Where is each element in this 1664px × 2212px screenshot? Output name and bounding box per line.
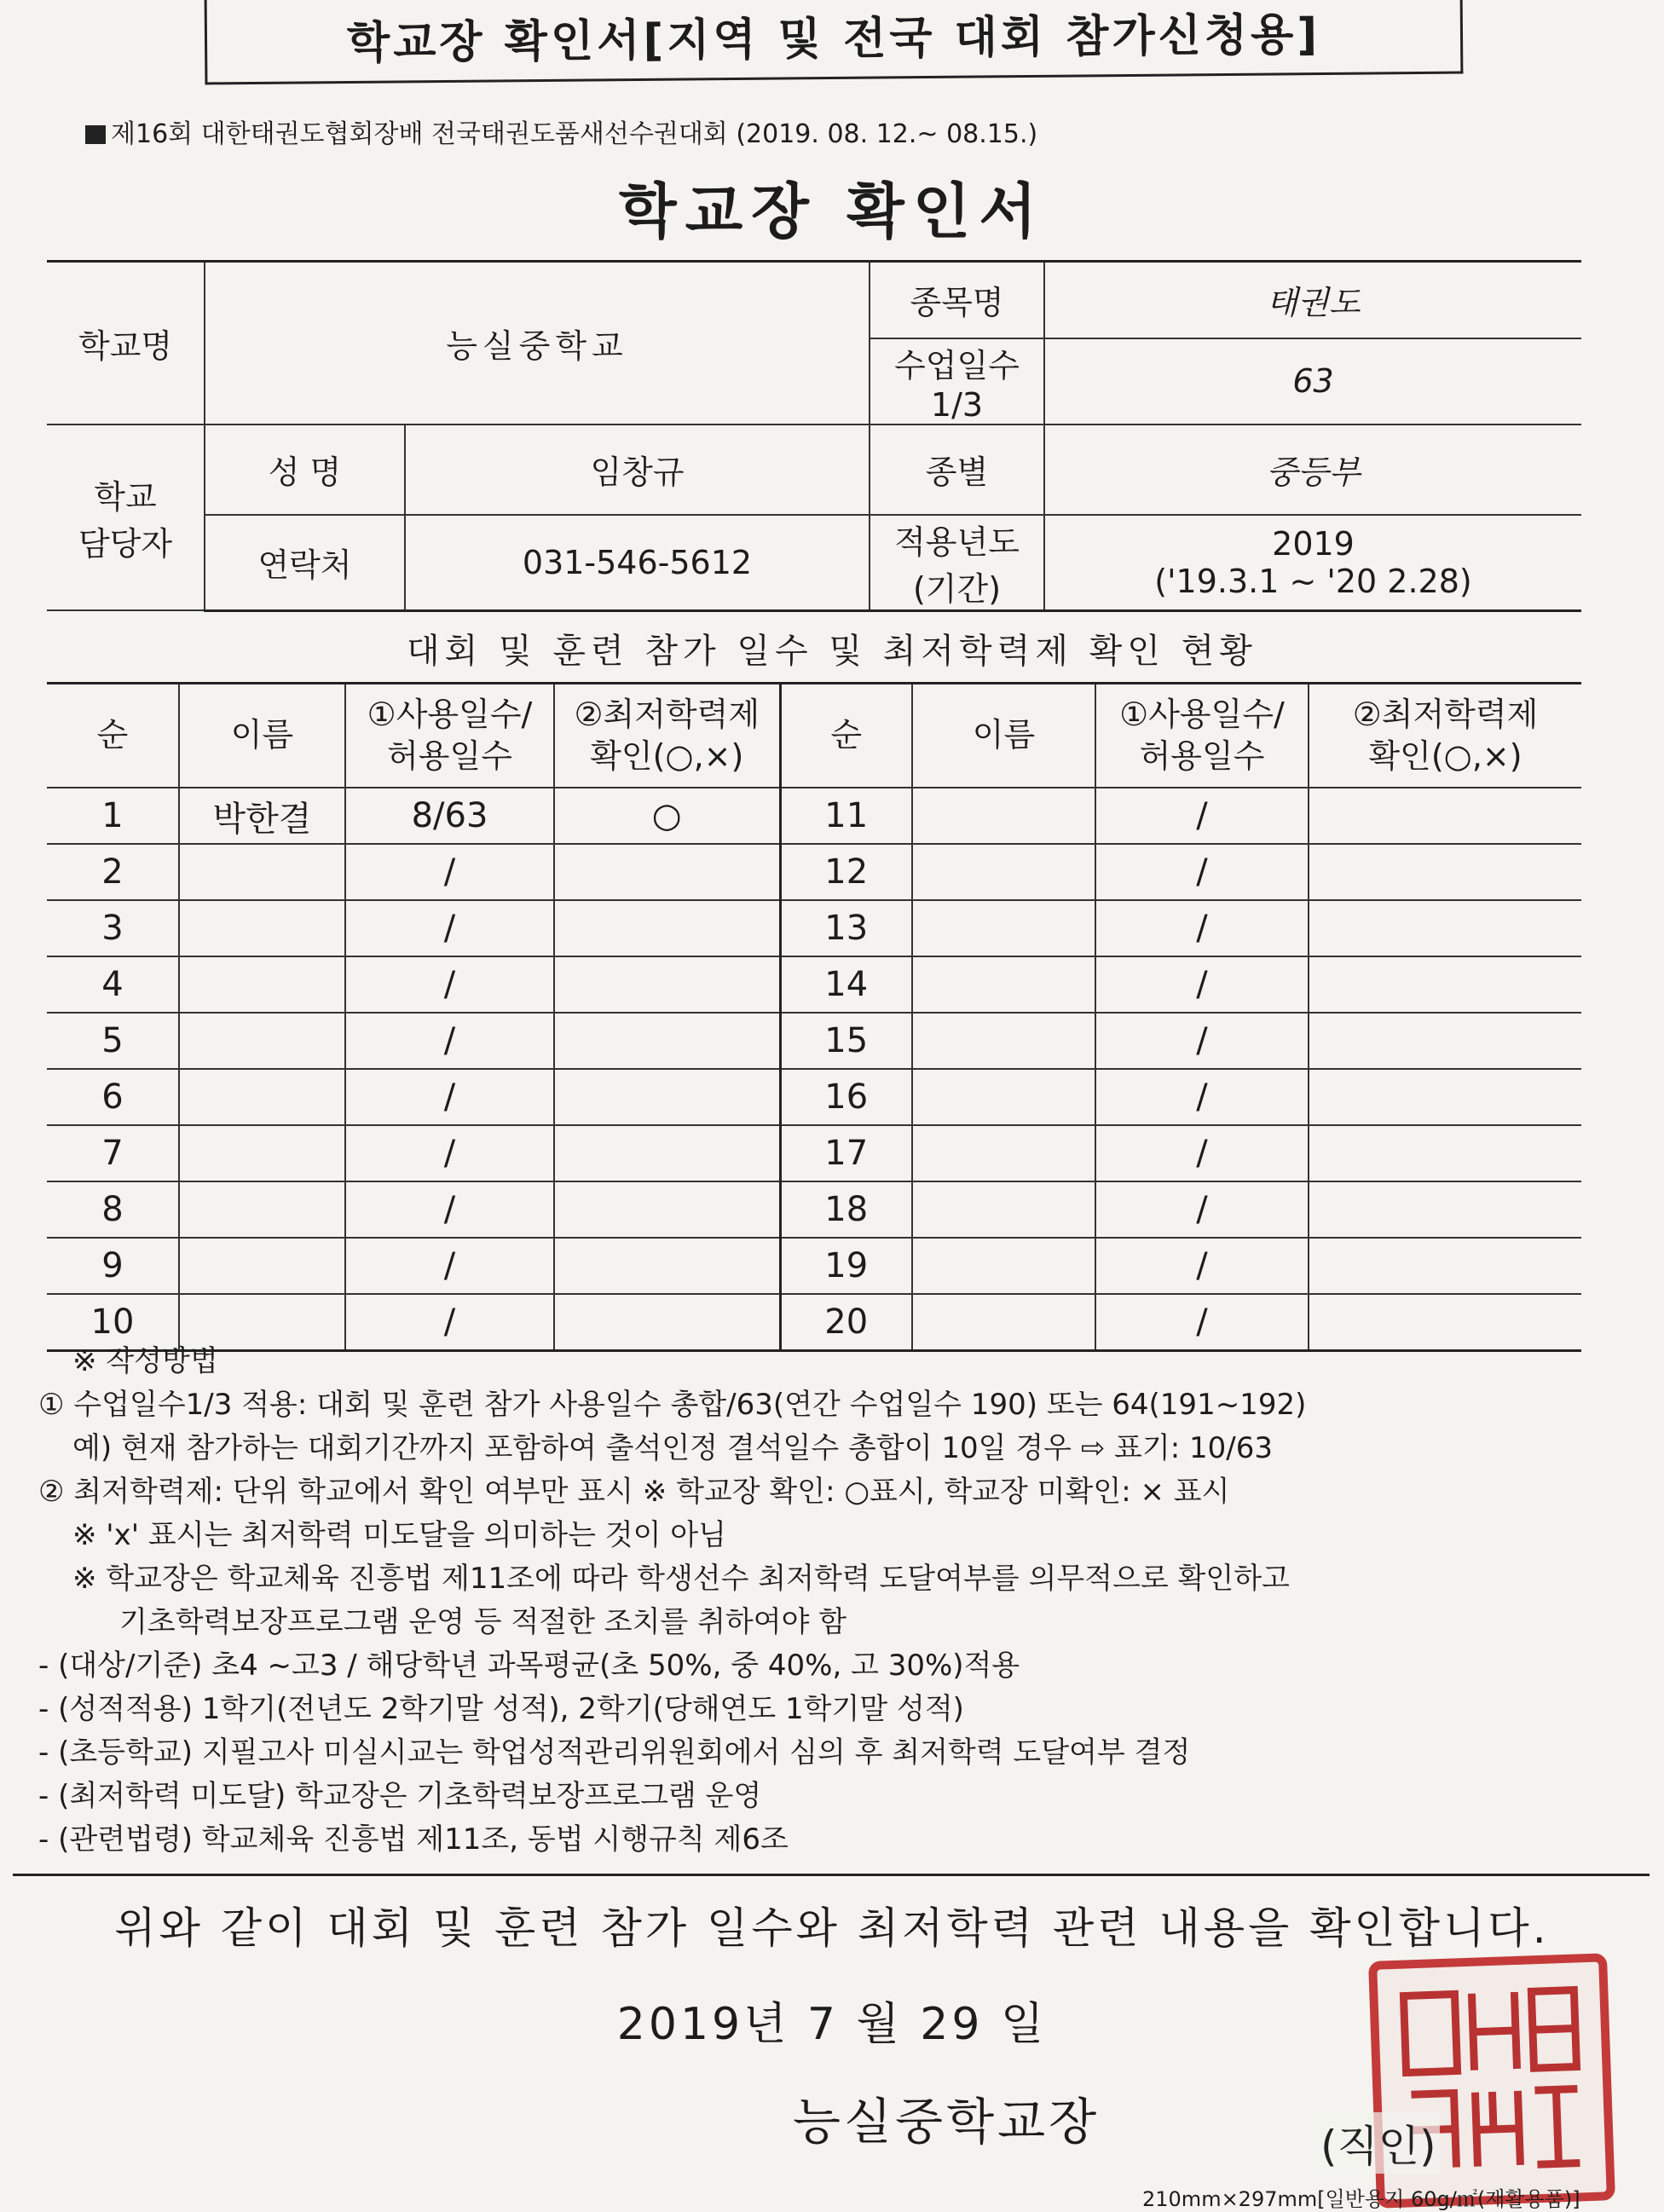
school-name: 능실중학교 xyxy=(205,262,870,424)
row-check xyxy=(554,1013,780,1069)
header-check-line1: ②최저학력제 xyxy=(574,695,760,733)
staff-label-line1: 학교 xyxy=(94,477,157,516)
row-days: / xyxy=(1095,1013,1309,1069)
header-check-line2: 확인(○,×) xyxy=(590,737,744,775)
row-name xyxy=(912,1125,1095,1181)
row-check xyxy=(554,1069,780,1125)
row-number: 11 xyxy=(780,788,912,844)
row-days: / xyxy=(1095,1294,1309,1351)
issue-date: 2019년 7 월 29 일 xyxy=(616,1999,1048,2050)
row-name xyxy=(912,900,1095,956)
table-row xyxy=(47,1013,1581,1069)
row-name xyxy=(179,844,345,900)
header-days xyxy=(1095,684,1309,788)
row-days: / xyxy=(345,956,554,1013)
row-check xyxy=(1309,1069,1581,1125)
section-title: 대회 및 훈련 참가 일수 및 최저학력제 확인 현황 xyxy=(407,632,1257,671)
row-number: 9 xyxy=(47,1238,179,1294)
table-row xyxy=(47,1238,1581,1294)
instruction-line: 예) 현재 참가하는 대회기간까지 포함하여 출석인정 결석일수 총합이 10일 경우 ⇨ 표기: 10/63 xyxy=(72,1431,1273,1465)
row-number: 20 xyxy=(780,1294,912,1351)
row-days: / xyxy=(345,1181,554,1238)
header-days-line1: ①사용일수/ xyxy=(1119,695,1285,733)
division-label: 종별 xyxy=(870,424,1044,515)
class-days-label xyxy=(870,338,1044,424)
row-days: / xyxy=(1095,1181,1309,1238)
row-days: / xyxy=(345,1125,554,1181)
sport-value: 태권도 xyxy=(1044,262,1581,338)
header-no: 순 xyxy=(47,684,179,788)
row-number: 8 xyxy=(47,1181,179,1238)
instruction-line: ※ 학교장은 학교체육 진흥법 제11조에 따라 학생선수 최저학력 도달여부를 의무적으로 확인하고 xyxy=(72,1562,1290,1596)
row-name xyxy=(179,1013,345,1069)
row-check xyxy=(554,1238,780,1294)
header-check-line1: ②최저학력제 xyxy=(1352,695,1539,733)
paper-spec-footer: 210mm×297mm[일반용지 60g/㎡(재활용품)] xyxy=(1142,2187,1580,2211)
row-number: 17 xyxy=(780,1125,912,1181)
row-check xyxy=(1309,1238,1581,1294)
confirmation-statement: 위와 같이 대회 및 훈련 참가 일수와 최저학력 관련 내용을 확인합니다. xyxy=(114,1903,1550,1953)
staff-label-line2: 담당자 xyxy=(78,524,173,563)
header-check-line2: 확인(○,×) xyxy=(1368,737,1522,775)
school-label: 학교명 xyxy=(47,262,205,424)
principal-title: 능실중학교장 xyxy=(793,2093,1101,2151)
row-name xyxy=(179,1069,345,1125)
row-check xyxy=(1309,844,1581,900)
instruction-line: - (관련법령) 학교체육 진흥법 제11조, 동법 시행규칙 제6조 xyxy=(38,1822,789,1857)
table-row xyxy=(47,844,1581,900)
year-label xyxy=(870,515,1044,611)
row-name xyxy=(179,1181,345,1238)
instruction-line: 기초학력보장프로그램 운영 등 적절한 조치를 취하여야 함 xyxy=(119,1605,847,1639)
instruction-line: - (최저학력 미도달) 학교장은 기초학력보장프로그램 운영 xyxy=(38,1779,762,1813)
row-days: 8/63 xyxy=(345,788,554,844)
division-value: 중등부 xyxy=(1044,424,1581,515)
instruction-line: ※ 작성방법 xyxy=(72,1344,218,1378)
class-days-value: 63 xyxy=(1044,338,1581,424)
row-check xyxy=(554,956,780,1013)
row-days: / xyxy=(345,1238,554,1294)
row-number: 15 xyxy=(780,1013,912,1069)
row-name xyxy=(912,956,1095,1013)
event-line xyxy=(85,113,1037,150)
class-days-label-line2: 1/3 xyxy=(930,385,984,424)
row-number: 16 xyxy=(780,1069,912,1125)
header-no: 순 xyxy=(780,684,912,788)
instruction-line: - (대상/기준) 초4 ~고3 / 해당학년 과목평균(초 50%, 중 40%, 고 30%)적용 xyxy=(38,1649,1020,1683)
name-value: 임창규 xyxy=(405,424,870,515)
instruction-line: - (성적적용) 1학기(전년도 2학기말 성적), 2학기(당해연도 1학기말 성적) xyxy=(38,1692,964,1726)
table-row xyxy=(47,1069,1581,1125)
table-row xyxy=(47,956,1581,1013)
contact-label: 연락처 xyxy=(205,515,405,611)
class-days-label-line1: 수업일수 xyxy=(894,346,1020,384)
row-days: / xyxy=(1095,1238,1309,1294)
row-number: 13 xyxy=(780,900,912,956)
year-label-line2: (기간) xyxy=(912,569,1002,608)
page-title: 학교장 확인서 xyxy=(618,176,1046,246)
row-days: / xyxy=(345,844,554,900)
instruction-line: ※ 'x' 표시는 최저학력 미도달을 의미하는 것이 아님 xyxy=(72,1518,726,1552)
year-value-line2: ('19.3.1 ~ '20 2.28) xyxy=(1154,562,1472,600)
header-days-line2: 허용일수 xyxy=(1139,737,1265,775)
header-name: 이름 xyxy=(179,684,345,788)
row-check xyxy=(1309,1181,1581,1238)
row-check xyxy=(1309,900,1581,956)
row-name xyxy=(912,1013,1095,1069)
row-name xyxy=(179,1238,345,1294)
sport-label: 종목명 xyxy=(870,262,1044,338)
row-number: 14 xyxy=(780,956,912,1013)
year-label-line1: 적용년도 xyxy=(894,523,1020,561)
header-days xyxy=(345,684,554,788)
row-days: / xyxy=(1095,788,1309,844)
divider xyxy=(13,1874,1650,1876)
row-name xyxy=(179,956,345,1013)
table-row xyxy=(47,1125,1581,1181)
row-name xyxy=(179,900,345,956)
row-check xyxy=(1309,1125,1581,1181)
row-days: / xyxy=(1095,1069,1309,1125)
row-days: / xyxy=(1095,1125,1309,1181)
row-check xyxy=(1309,1013,1581,1069)
year-value-line1: 2019 xyxy=(1272,524,1355,563)
row-check xyxy=(554,1125,780,1181)
row-number: 10 xyxy=(47,1294,179,1351)
table-row xyxy=(47,900,1581,956)
instruction-line: - (초등학교) 지필고사 미실시교는 학업성적관리위원회에서 심의 후 최저학력 도달여부 결정 xyxy=(38,1736,1191,1770)
square-bullet-icon xyxy=(85,125,106,144)
row-days: / xyxy=(1095,844,1309,900)
participation-table xyxy=(47,682,1581,1352)
row-check xyxy=(554,844,780,900)
row-number: 7 xyxy=(47,1125,179,1181)
row-check xyxy=(554,1181,780,1238)
row-number: 19 xyxy=(780,1238,912,1294)
instruction-line: ① 수업일수1/3 적용: 대회 및 훈련 참가 사용일수 총합/63(연간 수업일수 190) 또는 64(191~192) xyxy=(38,1388,1307,1422)
row-name xyxy=(912,1238,1095,1294)
row-number: 5 xyxy=(47,1013,179,1069)
row-name xyxy=(912,788,1095,844)
form-type-header: 학교장 확인서[지역 및 전국 대회 참가신청용] xyxy=(205,0,1464,84)
event-text: 제16회 대한태권도협회장배 전국태권도품새선수권대회 (2019. 08. 12.~ 08.15.) xyxy=(111,119,1038,149)
row-check xyxy=(1309,788,1581,844)
year-value xyxy=(1044,515,1581,611)
header-days-line1: ①사용일수/ xyxy=(367,695,533,733)
row-number: 6 xyxy=(47,1069,179,1125)
row-check xyxy=(554,900,780,956)
row-number: 3 xyxy=(47,900,179,956)
table-row xyxy=(47,788,1581,844)
header-name: 이름 xyxy=(912,684,1095,788)
name-label: 성 명 xyxy=(205,424,405,515)
row-number: 12 xyxy=(780,844,912,900)
row-check xyxy=(1309,956,1581,1013)
seal-mark: (직인) xyxy=(1317,2112,1440,2174)
row-days: / xyxy=(345,1013,554,1069)
header-days-line2: 허용일수 xyxy=(387,737,512,775)
row-name xyxy=(912,844,1095,900)
row-days: / xyxy=(1095,956,1309,1013)
header-check xyxy=(1309,684,1581,788)
row-days: / xyxy=(345,900,554,956)
table-row xyxy=(47,1181,1581,1238)
header-check xyxy=(554,684,780,788)
row-check: ○ xyxy=(554,788,780,844)
row-days: / xyxy=(1095,900,1309,956)
row-days: / xyxy=(345,1294,554,1351)
row-name xyxy=(912,1069,1095,1125)
info-table xyxy=(47,260,1581,612)
row-name xyxy=(912,1181,1095,1238)
row-number: 2 xyxy=(47,844,179,900)
row-name: 박한결 xyxy=(179,788,345,844)
instruction-line: ② 최저학력제: 단위 학교에서 확인 여부만 표시 ※ 학교장 확인: ○표시, 학교장 미확인: × 표시 xyxy=(38,1475,1230,1509)
row-number: 1 xyxy=(47,788,179,844)
row-name xyxy=(179,1125,345,1181)
contact-value: 031-546-5612 xyxy=(405,515,870,611)
row-days: / xyxy=(345,1069,554,1125)
row-number: 4 xyxy=(47,956,179,1013)
staff-label xyxy=(47,424,205,611)
writing-instructions xyxy=(38,1340,1632,1862)
row-number: 18 xyxy=(780,1181,912,1238)
